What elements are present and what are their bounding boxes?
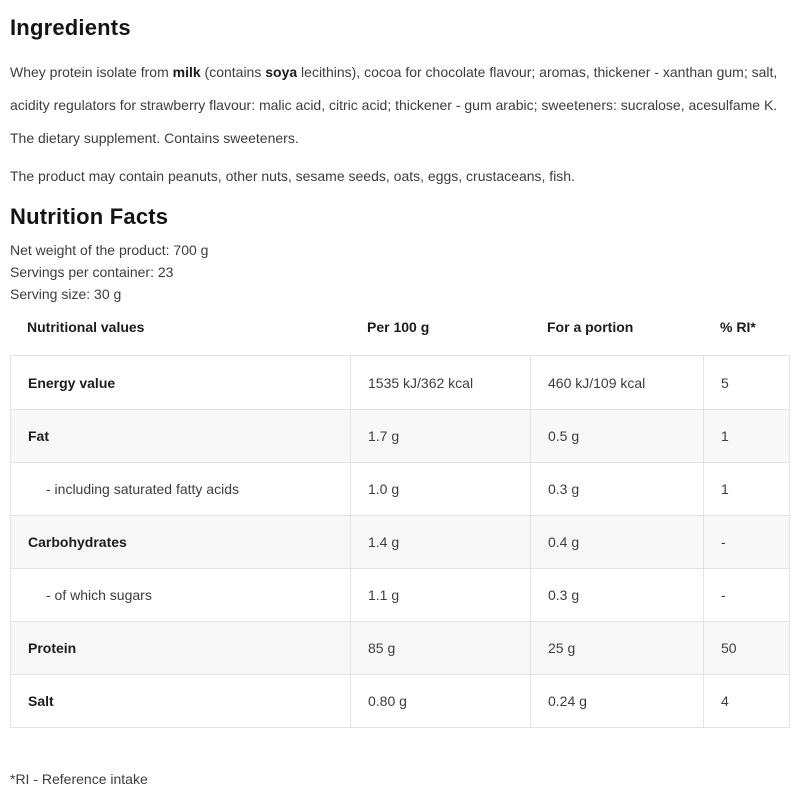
table-cell-per-portion: 0.4 g — [531, 516, 704, 568]
table-cell-per-100g: 1.0 g — [351, 463, 531, 515]
table-cell-per-portion: 0.24 g — [531, 675, 704, 727]
table-cell-ri: 4 — [721, 693, 729, 709]
table-row — [11, 621, 789, 674]
nutrition-facts-heading: Nutrition Facts — [10, 204, 169, 229]
table-row — [11, 674, 789, 727]
table-cell-per-portion: 25 g — [531, 622, 704, 674]
allergen-milk-bold: milk — [172, 64, 201, 80]
table-cell-per-100g: 1.1 g — [351, 569, 531, 621]
table-row — [11, 515, 789, 568]
ingredients-text-part: lecithins), cocoa for chocolate flavour; aromas, thickener - xanthan gum; salt, acidity regulators for strawberry flavour: malic acid, citric acid; thickener - gum arabic; sweeteners: sucralose, acesulfame K. — [10, 64, 778, 113]
ingredients-text-part: Whey protein isolate from — [10, 64, 173, 80]
column-header-nutritional-values: Nutritional values — [27, 319, 145, 335]
column-header-percent-ri: % RI* — [720, 319, 756, 335]
table-cell-per-100g: 1.4 g — [351, 516, 531, 568]
table-cell-per-100g: 0.80 g — [351, 675, 531, 727]
table-cell-label: Carbohydrates — [11, 516, 351, 568]
table-cell-per-100g: 1535 kJ/362 kcal — [351, 356, 531, 409]
nutrition-table-header — [10, 307, 790, 347]
ingredients-text — [10, 56, 790, 122]
net-weight-line: Net weight of the product: 700 g — [10, 242, 209, 258]
table-cell-label: Energy value — [11, 356, 351, 409]
table-row — [11, 409, 789, 462]
table-cell-label: Protein — [11, 622, 351, 674]
table-cell-per-100g: 85 g — [351, 622, 531, 674]
table-row — [11, 462, 789, 515]
column-header-per-100g: Per 100 g — [367, 319, 430, 335]
table-cell-label: Fat — [11, 410, 351, 462]
table-cell-ri: 5 — [721, 374, 729, 391]
table-cell-per-portion: 0.3 g — [531, 463, 704, 515]
ingredients-text-part: (contains — [200, 64, 266, 80]
nutrition-table — [10, 355, 790, 728]
servings-per-container-line: Servings per container: 23 — [10, 264, 174, 280]
table-cell-ri: 1 — [721, 428, 729, 444]
table-cell-per-portion: 0.5 g — [531, 410, 704, 462]
table-cell-label: - of which sugars — [11, 569, 351, 621]
allergen-note: The product may contain peanuts, other nuts, sesame seeds, oats, eggs, crustaceans, fish. — [10, 168, 575, 184]
table-row — [11, 356, 789, 409]
supplement-note: The dietary supplement. Contains sweeteners. — [10, 130, 299, 146]
ingredients-heading: Ingredients — [10, 15, 131, 40]
ri-footnote: *RI - Reference intake — [10, 771, 148, 787]
table-cell-ri: 1 — [721, 481, 729, 497]
column-header-for-a-portion: For a portion — [547, 319, 634, 335]
table-row — [11, 568, 789, 621]
table-cell-ri: - — [721, 534, 726, 550]
table-cell-per-portion: 0.3 g — [531, 569, 704, 621]
table-cell-label: Salt — [11, 675, 351, 727]
table-cell-label: - including saturated fatty acids — [11, 463, 351, 515]
allergen-soya-bold: soya — [265, 64, 298, 80]
table-cell-ri: - — [721, 587, 726, 603]
serving-size-line: Serving size: 30 g — [10, 286, 122, 302]
table-cell-per-portion: 460 kJ/109 kcal — [531, 356, 704, 409]
nutrition-meta — [10, 239, 790, 305]
table-cell-per-100g: 1.7 g — [351, 410, 531, 462]
table-cell-ri: 50 — [721, 640, 737, 656]
